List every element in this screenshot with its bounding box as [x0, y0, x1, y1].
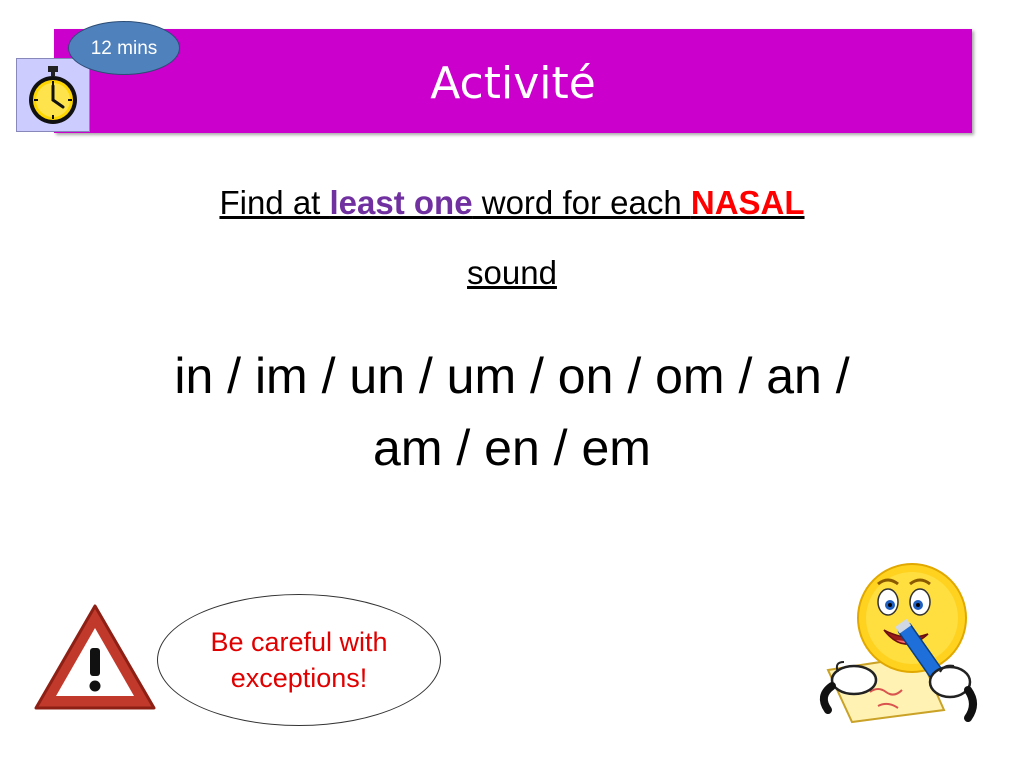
sounds-line-1: in / im / un / um / on / om / an / — [174, 348, 850, 404]
instruction-text — [60, 168, 964, 308]
instruction-part-3: word for each — [472, 184, 691, 221]
title-bar — [54, 29, 972, 133]
exceptions-line-1: Be careful with — [210, 627, 388, 657]
slide-title: Activité — [430, 58, 596, 109]
sounds-line-2: am / en / em — [373, 420, 651, 476]
nasal-sounds-list — [40, 340, 984, 484]
timer-box — [16, 58, 90, 132]
stopwatch-icon — [24, 64, 82, 126]
instruction-part-1: Find at — [219, 184, 330, 221]
instruction-emphasis-nasal: NASAL — [690, 184, 805, 221]
warning-triangle-icon — [32, 602, 158, 714]
exceptions-callout — [157, 594, 441, 726]
instruction-part-5: sound — [467, 254, 557, 291]
instruction-emphasis-least-one: least one — [329, 184, 473, 221]
smiley-writing-icon — [808, 560, 978, 724]
timer-badge: 12 mins — [68, 21, 180, 75]
exceptions-line-2: exceptions! — [230, 663, 368, 693]
exceptions-callout-text — [184, 624, 414, 696]
